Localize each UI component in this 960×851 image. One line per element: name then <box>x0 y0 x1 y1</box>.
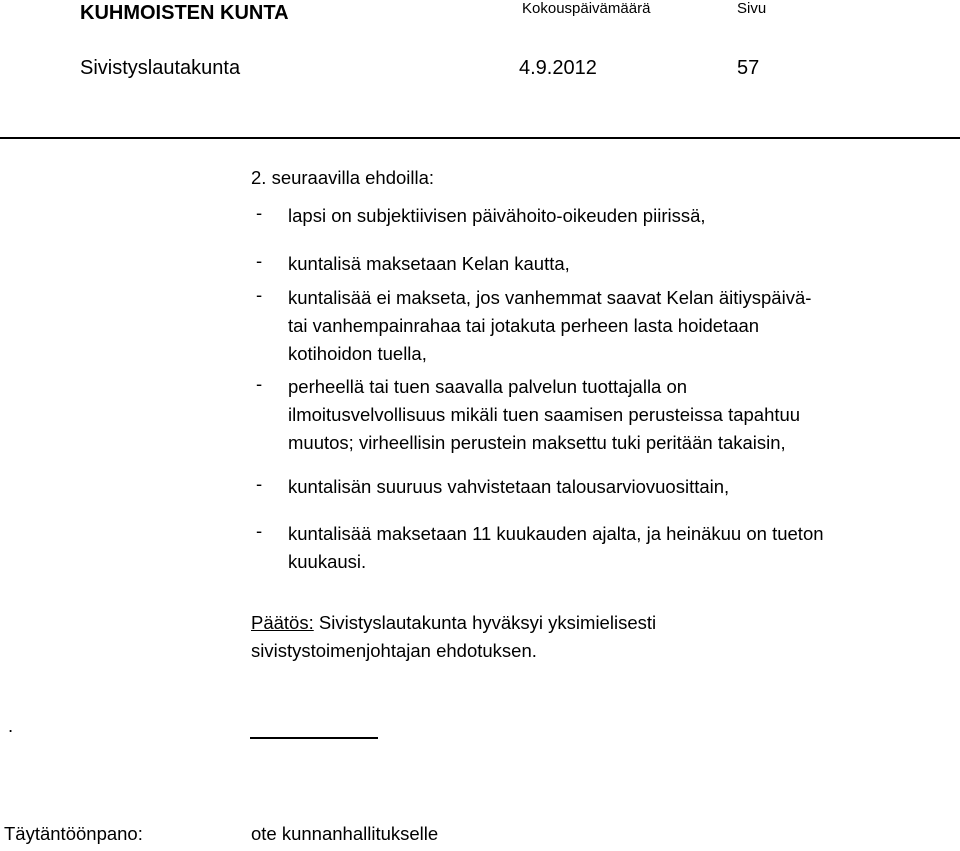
page-number: 57 <box>737 57 760 79</box>
decision-label: Päätös: <box>251 612 314 633</box>
condition-line: kuukausi. <box>288 551 367 572</box>
header-divider <box>0 137 960 139</box>
meeting-date: 4.9.2012 <box>519 57 597 79</box>
page-label: Sivu <box>737 0 767 17</box>
bullet-dash: - <box>256 473 263 494</box>
condition-item <box>288 284 811 368</box>
bullet-dash: - <box>256 284 263 305</box>
condition-item <box>288 520 824 576</box>
execution-label: Täytäntöönpano: <box>4 823 143 844</box>
condition-line: kuntalisän suuruus vahvistetaan talousarviovuosittain, <box>288 476 730 497</box>
condition-line: perheellä tai tuen saavalla palvelun tuottajalla on <box>288 376 688 397</box>
condition-item <box>288 202 706 230</box>
condition-line: lapsi on subjektiivisen päivähoito-oikeuden piirissä, <box>288 205 706 226</box>
bullet-dash: - <box>256 373 263 394</box>
decision-text-line2: sivistystoimenjohtajan ehdotuksen. <box>251 640 537 661</box>
bullet-dash: - <box>256 520 263 541</box>
condition-line: kotihoidon tuella, <box>288 343 427 364</box>
bullet-dash: - <box>256 202 263 223</box>
stray-dot: . <box>8 715 14 736</box>
meeting-date-label: Kokouspäivämäärä <box>522 0 651 17</box>
bullet-dash: - <box>256 250 263 271</box>
condition-item <box>288 473 729 501</box>
condition-line: kuntalisää maksetaan 11 kuukauden ajalta, ja heinäkuu on tueton <box>288 523 824 544</box>
condition-line: kuntalisä maksetaan Kelan kautta, <box>288 253 570 274</box>
condition-item <box>288 373 800 457</box>
condition-line: muutos; virheellisin perustein maksettu tuki peritään takaisin, <box>288 432 786 453</box>
organization-name: KUHMOISTEN KUNTA <box>80 2 289 24</box>
conditions-intro: 2. seuraavilla ehdoilla: <box>251 167 435 188</box>
condition-line: ilmoitusvelvollisuus mikäli tuen saamisen perusteissa tapahtuu <box>288 404 801 425</box>
signature-line <box>250 737 378 739</box>
execution-value: ote kunnanhallitukselle <box>251 823 439 844</box>
condition-item <box>288 250 570 278</box>
decision-paragraph <box>251 609 656 665</box>
condition-line: kuntalisää ei makseta, jos vanhemmat saavat Kelan äitiyspäivä- <box>288 287 812 308</box>
condition-line: tai vanhempainrahaa tai jotakuta perheen lasta hoidetaan <box>288 315 760 336</box>
committee-name: Sivistyslautakunta <box>80 57 241 79</box>
decision-text: Sivistyslautakunta hyväksyi yksimielisesti <box>313 612 657 633</box>
